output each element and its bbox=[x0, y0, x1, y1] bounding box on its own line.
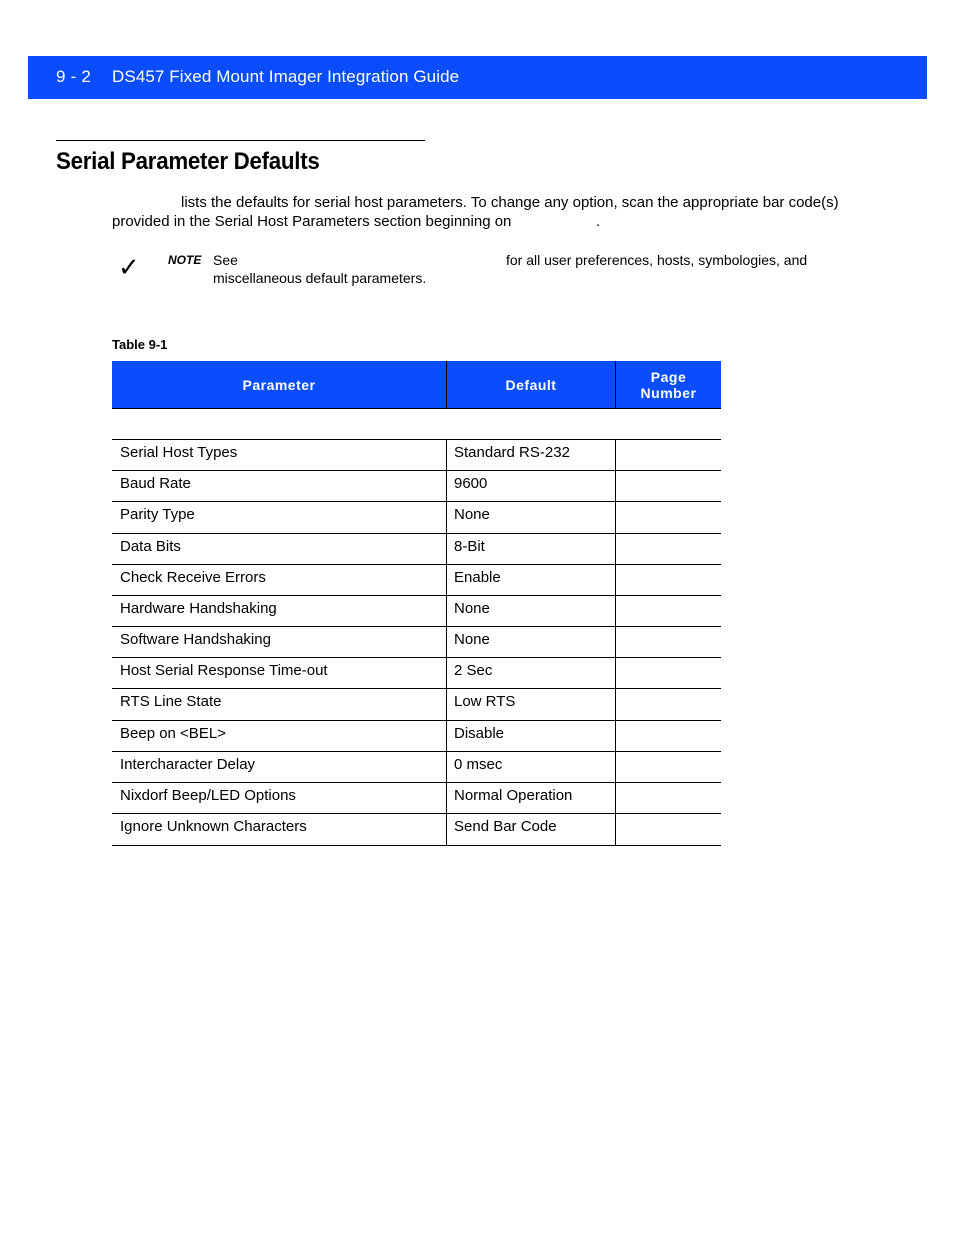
column-divider bbox=[446, 658, 447, 689]
table-row bbox=[112, 533, 721, 565]
cell-default: Normal Operation bbox=[454, 787, 573, 804]
table-row bbox=[112, 813, 721, 846]
column-divider bbox=[446, 814, 447, 845]
checkmark-icon: ✓ bbox=[118, 252, 140, 282]
cell-default: None bbox=[454, 600, 490, 617]
cell-parameter: Parity Type bbox=[120, 506, 195, 523]
intro-line-1: lists the defaults for serial host parameters. To change any option, scan the appropriate bar code(s) bbox=[181, 194, 839, 211]
column-divider bbox=[446, 502, 447, 533]
table-caption: Table 9-1 bbox=[112, 337, 168, 352]
table-row bbox=[112, 595, 721, 627]
intro-line-2: provided in the Serial Host Parameters section beginning on bbox=[112, 213, 512, 230]
column-divider bbox=[615, 440, 616, 471]
header-page-line-2: Number bbox=[640, 384, 697, 401]
cell-parameter: Check Receive Errors bbox=[120, 569, 266, 586]
column-divider bbox=[446, 783, 447, 814]
table-row bbox=[112, 720, 721, 752]
section-title: Serial Parameter Defaults bbox=[56, 148, 320, 175]
note-text-see: See bbox=[213, 252, 238, 268]
note-text-rest: for all user preferences, hosts, symbologies, and bbox=[506, 252, 808, 268]
table-row bbox=[112, 782, 721, 814]
table-header bbox=[112, 361, 721, 409]
note-text-line-2: miscellaneous default parameters. bbox=[213, 270, 427, 286]
header-default: Default bbox=[505, 376, 557, 393]
section-rule bbox=[56, 140, 425, 141]
column-divider bbox=[615, 565, 616, 596]
column-divider bbox=[446, 627, 447, 658]
table-row bbox=[112, 657, 721, 689]
cell-parameter: Data Bits bbox=[120, 538, 181, 555]
header-parameter: Parameter bbox=[242, 376, 316, 393]
cell-parameter: Nixdorf Beep/LED Options bbox=[120, 787, 296, 804]
cell-parameter: Intercharacter Delay bbox=[120, 756, 256, 773]
cell-parameter: Hardware Handshaking bbox=[120, 600, 277, 617]
header-guide-title: DS457 Fixed Mount Imager Integration Guide bbox=[112, 67, 460, 86]
column-divider bbox=[615, 471, 616, 502]
column-divider bbox=[446, 565, 447, 596]
cell-default: 8-Bit bbox=[454, 538, 485, 555]
column-divider bbox=[615, 627, 616, 658]
intro-line-2-end: . bbox=[596, 213, 601, 230]
column-divider bbox=[446, 596, 447, 627]
cell-parameter: Software Handshaking bbox=[120, 631, 271, 648]
cell-parameter: Ignore Unknown Characters bbox=[120, 818, 307, 835]
column-divider bbox=[615, 689, 616, 720]
cell-default: Standard RS-232 bbox=[454, 444, 570, 461]
column-divider bbox=[615, 721, 616, 752]
cell-default: None bbox=[454, 631, 490, 648]
cell-parameter: Serial Host Types bbox=[120, 444, 238, 461]
page-header bbox=[28, 56, 927, 99]
cell-default: Enable bbox=[454, 569, 501, 586]
column-divider bbox=[446, 440, 447, 471]
table-row bbox=[112, 564, 721, 596]
table-row bbox=[112, 470, 721, 502]
column-divider bbox=[446, 534, 447, 565]
cell-parameter: Baud Rate bbox=[120, 475, 191, 492]
column-divider bbox=[615, 658, 616, 689]
table-row bbox=[112, 439, 721, 471]
table-row bbox=[112, 688, 721, 720]
column-divider bbox=[615, 783, 616, 814]
column-divider bbox=[615, 814, 616, 845]
cell-default: Disable bbox=[454, 725, 505, 742]
column-divider bbox=[615, 502, 616, 533]
column-divider bbox=[615, 752, 616, 783]
table-row bbox=[112, 501, 721, 533]
cell-default: 0 msec bbox=[454, 756, 503, 773]
column-divider bbox=[615, 596, 616, 627]
cell-default: None bbox=[454, 506, 490, 523]
column-divider bbox=[446, 689, 447, 720]
cell-parameter: Host Serial Response Time-out bbox=[120, 662, 328, 679]
header-page-number bbox=[616, 361, 721, 408]
cell-default: Low RTS bbox=[454, 693, 516, 710]
header-page-number: 9 - 2 bbox=[56, 67, 92, 86]
cell-default: 9600 bbox=[454, 475, 488, 492]
column-divider bbox=[615, 534, 616, 565]
cell-default: 2 Sec bbox=[454, 662, 493, 679]
table-row bbox=[112, 751, 721, 783]
cell-parameter: Beep on <BEL> bbox=[120, 725, 226, 742]
column-divider bbox=[446, 721, 447, 752]
cell-parameter: RTS Line State bbox=[120, 693, 222, 710]
column-divider bbox=[446, 471, 447, 502]
note-label: NOTE bbox=[168, 253, 202, 267]
header-page-line-1: Page bbox=[650, 368, 687, 385]
table-row bbox=[112, 626, 721, 658]
cell-default: Send Bar Code bbox=[454, 818, 557, 835]
column-divider bbox=[446, 752, 447, 783]
